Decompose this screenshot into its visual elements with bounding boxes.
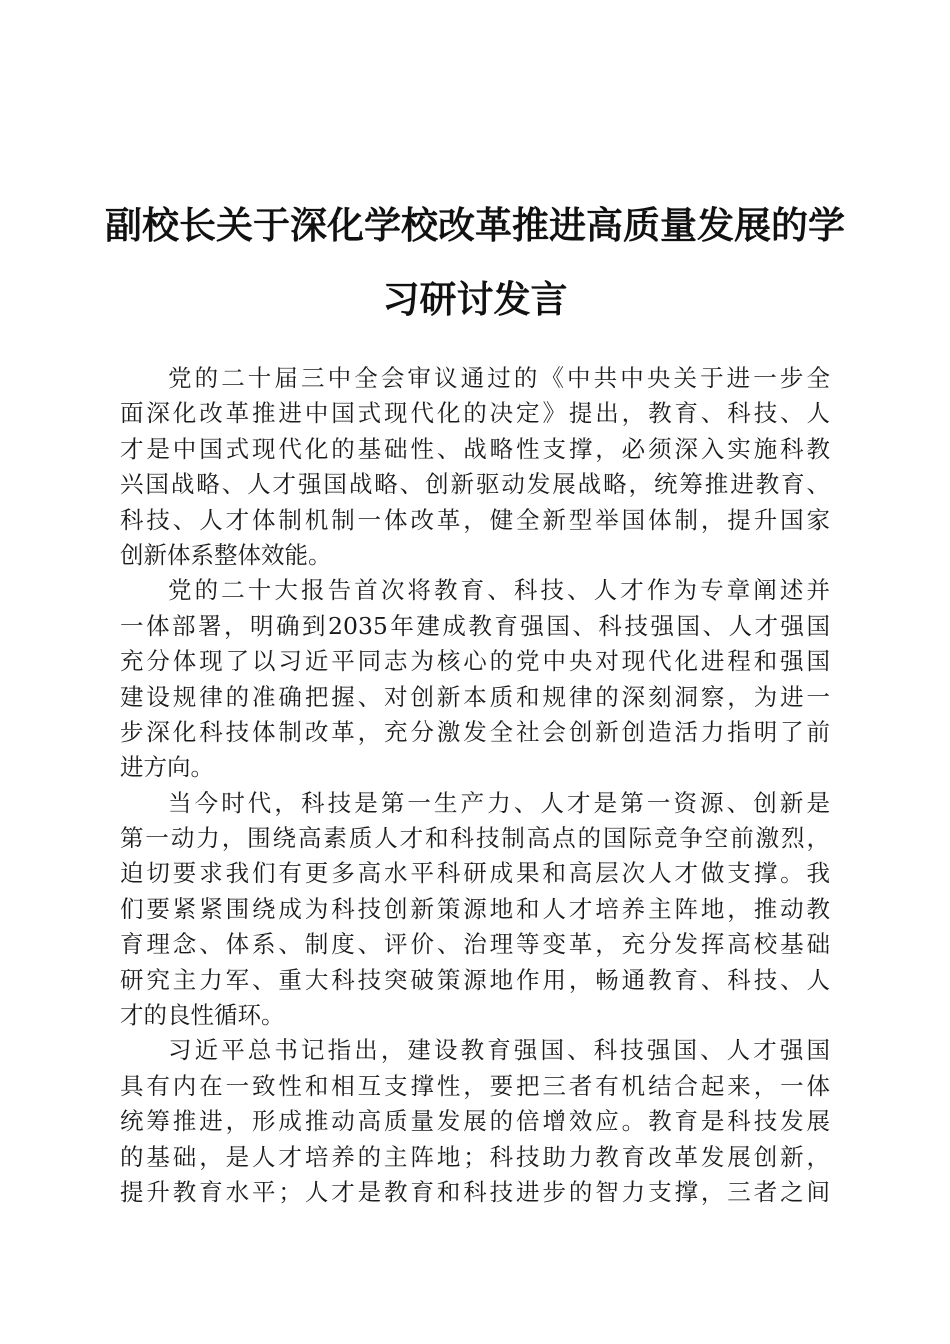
title-line-1: 副校长关于深化学校改革推进高质量发展的学 [105, 203, 845, 247]
paragraph-2 [120, 573, 830, 785]
paragraph-3 [120, 786, 830, 1034]
text-line: 迫切要求我们有更多高水平科研成果和高层次人才做支撑。我 [120, 859, 830, 888]
document-title [100, 188, 850, 336]
text-line: 第一动力，围绕高素质人才和科技制高点的国际竞争空前激烈， [120, 824, 830, 853]
text-line: 们要紧紧围绕成为科技创新策源地和人才培养主阵地，推动教 [120, 894, 830, 923]
text-line: 面深化改革推进中国式现代化的决定》提出，教育、科技、人 [120, 399, 830, 428]
text-line: 育理念、体系、制度、评价、治理等变革，充分发挥高校基础 [120, 930, 830, 959]
text-line: 充分体现了以习近平同志为核心的党中央对现代化进程和强国 [120, 647, 830, 676]
text-line: 进方向。 [120, 753, 214, 782]
text-line: 研究主力军、重大科技突破策源地作用，畅通教育、科技、人 [120, 965, 830, 994]
text-line: 习近平总书记指出，建设教育强国、科技强国、人才强国 [168, 1036, 830, 1065]
text-line: 步深化科技体制改革，充分激发全社会创新创造活力指明了前 [120, 717, 830, 746]
text-line: 具有内在一致性和相互支撑性，要把三者有机结合起来，一体 [120, 1071, 830, 1100]
text-line: 当今时代，科技是第一生产力、人才是第一资源、创新是 [168, 788, 830, 817]
text-line: 提升教育水平；人才是教育和科技进步的智力支撑，三者之间 [120, 1177, 830, 1206]
title-line-2: 习研讨发言 [382, 277, 568, 321]
text-line: 兴国战略、人才强国战略、创新驱动发展战略，统筹推进教育、 [120, 470, 830, 499]
document-body [120, 361, 830, 1210]
text-line: 的基础，是人才培养的主阵地；科技助力教育改革发展创新， [120, 1142, 830, 1171]
text-line: 统筹推进，形成推动高质量发展的倍增效应。教育是科技发展 [120, 1107, 830, 1136]
paragraph-4 [120, 1033, 830, 1210]
paragraph-1 [120, 361, 830, 573]
text-line: 才是中国式现代化的基础性、战略性支撑，必须深入实施科教 [120, 434, 830, 463]
text-line: 科技、人才体制机制一体改革，健全新型举国体制，提升国家 [120, 505, 830, 534]
text-line: 党的二十届三中全会审议通过的《中共中央关于进一步全 [168, 364, 830, 392]
text-line: 创新体系整体效能。 [120, 540, 332, 569]
text-line: 党的二十大报告首次将教育、科技、人才作为专章阐述并 [168, 576, 830, 605]
text-line: 建设规律的准确把握、对创新本质和规律的深刻洞察，为进一 [120, 682, 830, 711]
text-line: 才的良性循环。 [120, 1001, 285, 1030]
text-line: 一体部署，明确到2035年建成教育强国、科技强国、人才强国 [120, 611, 830, 640]
